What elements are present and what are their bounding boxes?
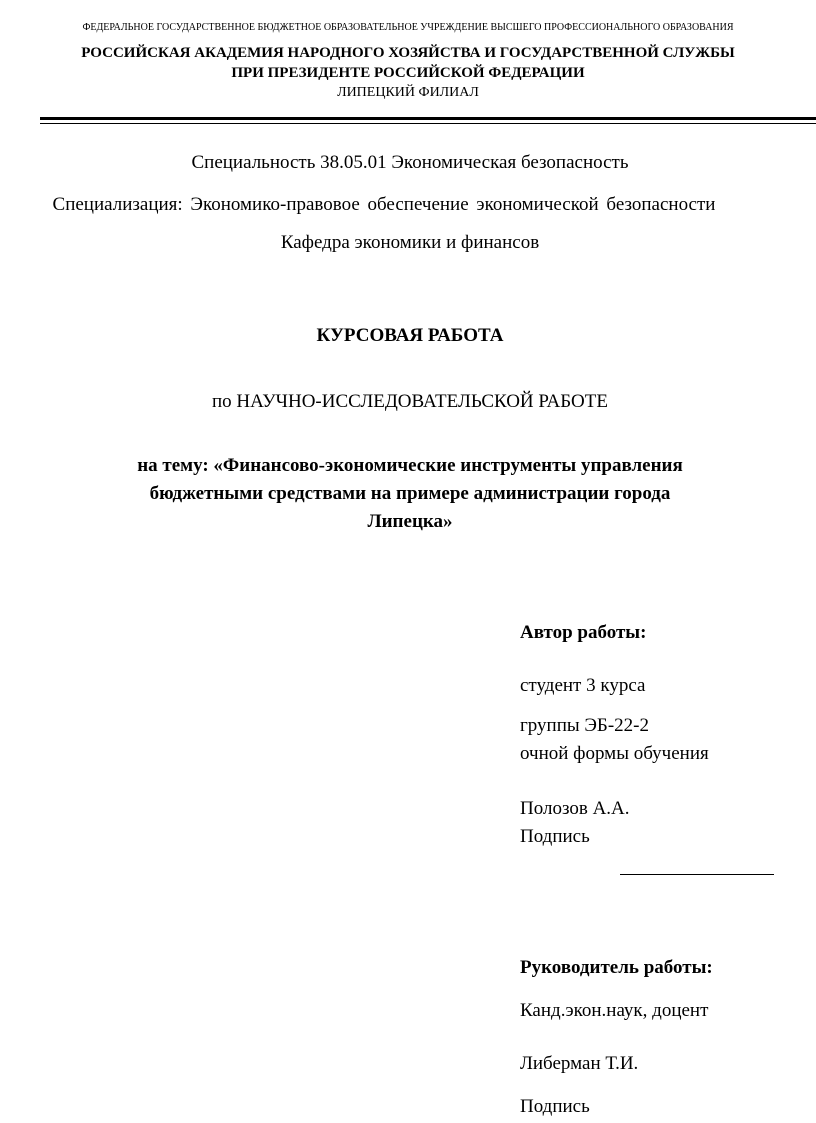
header-academy-subtitle: ПРИ ПРЕЗИДЕНТЕ РОССИЙСКОЙ ФЕДЕРАЦИИ	[231, 65, 585, 81]
author-heading: Автор работы:	[520, 622, 647, 643]
specialty-line: Специальность 38.05.01 Экономическая безопасность	[191, 152, 629, 173]
specialization-line: Специализация: Экономико-правовое обеспечение экономической безопасности	[52, 194, 716, 215]
header-institution-type: ФЕДЕРАЛЬНОЕ ГОСУДАРСТВЕННОЕ БЮДЖЕТНОЕ ОБРАЗОВАТЕЛЬНОЕ УЧРЕЖДЕНИЕ ВЫСШЕГО ПРОФЕССИОНАЛЬНОГО ОБРАЗОВАНИЯ	[82, 22, 734, 33]
header-divider-thin	[40, 123, 816, 124]
header-academy-name: РОССИЙСКАЯ АКАДЕМИЯ НАРОДНОГО ХОЗЯЙСТВА И ГОСУДАРСТВЕННОЙ СЛУЖБЫ	[81, 45, 735, 61]
header-branch: ЛИПЕЦКИЙ ФИЛИАЛ	[337, 85, 479, 100]
topic-line-2: бюджетными средствами на примере администрации города	[149, 483, 671, 504]
work-type-title: КУРСОВАЯ РАБОТА	[316, 325, 504, 346]
topic-line-3: Липецка»	[367, 511, 453, 532]
supervisor-signature-label: Подпись	[520, 1096, 590, 1117]
header-divider-thick	[40, 117, 816, 120]
supervisor-heading: Руководитель работы:	[520, 957, 713, 978]
author-name: Полозов А.А.	[520, 798, 630, 819]
author-group: группы ЭБ-22-2	[520, 715, 650, 736]
author-course: студент 3 курса	[520, 675, 646, 696]
author-signature-line	[620, 874, 774, 875]
topic-line-1: на тему: «Финансово-экономические инструменты управления	[137, 455, 683, 476]
author-signature-label: Подпись	[520, 826, 590, 847]
supervisor-degree: Канд.экон.наук, доцент	[520, 1000, 709, 1021]
work-subject: по НАУЧНО-ИССЛЕДОВАТЕЛЬСКОЙ РАБОТЕ	[212, 391, 608, 412]
department-line: Кафедра экономики и финансов	[280, 232, 540, 253]
author-study-form: очной формы обучения	[520, 743, 709, 764]
supervisor-name: Либерман Т.И.	[520, 1053, 639, 1074]
